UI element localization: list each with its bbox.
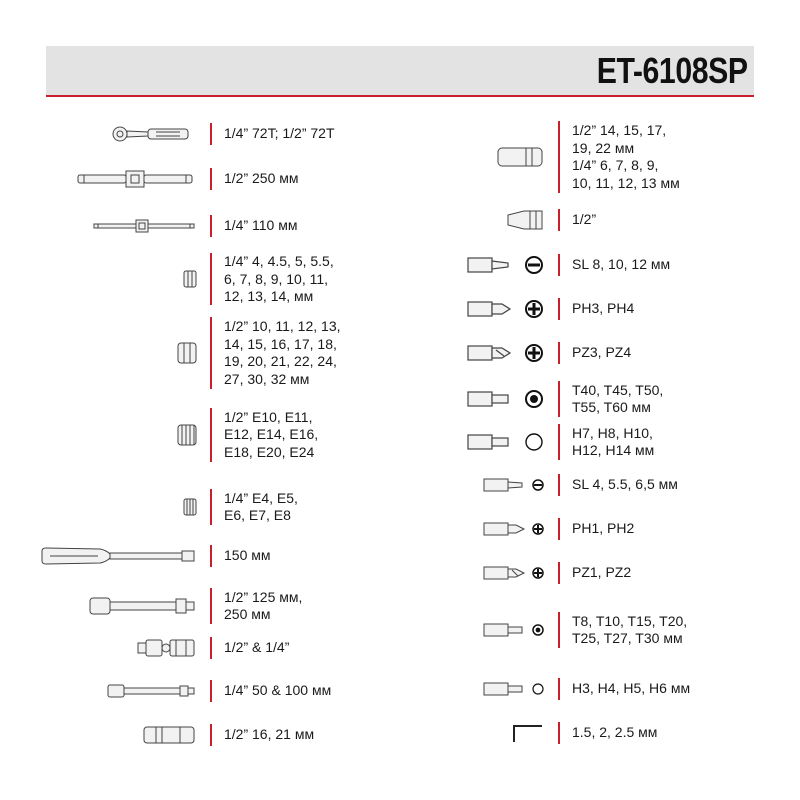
item-divider (558, 612, 560, 648)
list-item (20, 168, 299, 190)
item-label: PZ1, PZ2 (572, 564, 632, 581)
item-divider (558, 562, 560, 584)
small-extension-bar-icon (20, 681, 210, 701)
item-label: 1/2” 16, 21 мм (224, 726, 315, 743)
item-label: 1/4” 110 мм (224, 217, 298, 234)
list-item (458, 208, 596, 232)
item-divider (210, 637, 212, 659)
deep-socket-icon (458, 145, 558, 169)
item-divider (210, 588, 212, 624)
t-bar-handle-icon (20, 168, 210, 190)
item-label: 1/2” & 1/4” (224, 639, 290, 656)
header-divider (46, 95, 754, 97)
model-number: ET-6108SP (597, 50, 748, 91)
item-divider (558, 424, 560, 460)
item-divider (558, 381, 560, 417)
item-label: 1/4” E4, E5, E6, E7, E8 (224, 489, 298, 523)
pozidriv-bit-icon (458, 343, 558, 363)
item-divider (558, 342, 560, 364)
item-label: 1/4” 50 & 100 мм (224, 682, 332, 699)
item-label: PH3, PH4 (572, 300, 635, 317)
small-hex-bit-icon (458, 680, 558, 698)
sliding-t-bar-icon (20, 218, 210, 234)
universal-joint-icon (20, 636, 210, 660)
list-item (458, 254, 670, 276)
item-divider (210, 123, 212, 145)
list-item (20, 123, 335, 145)
item-label: T8, T10, T15, T20, T25, T27, T30 мм (572, 612, 688, 646)
list-item (458, 722, 657, 744)
item-label: 1/2” 14, 15, 17, 19, 22 мм 1/4” 6, 7, 8, 9, 10, 11, 12, 13 мм (572, 122, 680, 191)
list-item (20, 724, 314, 746)
extension-bar-icon (20, 594, 210, 618)
slotted-bit-icon (458, 255, 558, 275)
item-divider (558, 518, 560, 540)
small-torx-socket-icon (20, 497, 210, 517)
item-label: 1/2” 125 мм, 250 мм (224, 588, 303, 622)
item-label: H3, H4, H5, H6 мм (572, 680, 691, 697)
torx-bit-icon (458, 389, 558, 409)
adapter-icon (458, 208, 558, 232)
list-item (458, 424, 654, 460)
item-divider (210, 724, 212, 746)
list-item (458, 381, 663, 417)
small-slotted-bit-icon (458, 476, 558, 494)
item-label: 1/2” (572, 211, 597, 228)
spinner-handle-icon (20, 545, 210, 567)
item-label: PZ3, PZ4 (572, 344, 632, 361)
item-divider (210, 545, 212, 567)
item-label: 1/2” E10, E11, E12, E14, E16, E18, E20, E24 (224, 408, 319, 460)
item-divider (210, 253, 212, 305)
item-label: SL 4, 5.5, 6,5 мм (572, 476, 678, 493)
item-label: 1/2” 250 мм (224, 170, 299, 187)
list-item (20, 680, 331, 702)
list-item (458, 612, 687, 648)
item-label: 1.5, 2, 2.5 мм (572, 724, 658, 741)
list-item (20, 545, 271, 567)
item-divider (558, 722, 560, 744)
list-item (20, 636, 289, 660)
ratchet-icon (20, 124, 210, 144)
item-label: SL 8, 10, 12 мм (572, 256, 671, 273)
list-item (458, 518, 634, 540)
list-item (458, 562, 631, 584)
item-label: 1/4” 4, 4.5, 5, 5.5, 6, 7, 8, 9, 10, 11, 12, 13, 14, мм (224, 253, 334, 304)
item-divider (210, 680, 212, 702)
item-divider (558, 474, 560, 496)
small-phillips-bit-icon (458, 520, 558, 538)
item-label: 150 мм (224, 547, 271, 564)
spark-plug-socket-icon (20, 724, 210, 746)
list-item (458, 121, 680, 193)
list-item (20, 215, 297, 237)
item-divider (558, 254, 560, 276)
list-item (20, 489, 298, 525)
list-item (458, 342, 631, 364)
list-item (458, 298, 634, 320)
item-label: 1/2” 10, 11, 12, 13, 14, 15, 16, 17, 18, 19, 20, 21, 22, 24, 27, 30, 32 мм (224, 318, 341, 387)
small-torx-bit-icon (458, 621, 558, 639)
small-socket-icon (20, 269, 210, 289)
item-divider (558, 678, 560, 700)
socket-icon (20, 341, 210, 365)
item-divider (558, 121, 560, 193)
list-item (458, 474, 678, 496)
item-divider (210, 408, 212, 462)
item-divider (210, 168, 212, 190)
list-item (20, 253, 334, 306)
list-item (458, 678, 690, 700)
item-label: H7, H8, H10, H12, H14 мм (572, 424, 655, 458)
hex-bit-icon (458, 432, 558, 452)
item-divider (558, 298, 560, 320)
item-divider (558, 209, 560, 231)
list-item (20, 588, 302, 624)
item-label: T40, T45, T50, T55, T60 мм (572, 381, 664, 415)
item-divider (210, 215, 212, 237)
item-label: 1/4” 72T; 1/2” 72T (224, 125, 335, 142)
hex-key-icon (458, 722, 558, 744)
item-divider (210, 489, 212, 525)
phillips-bit-icon (458, 299, 558, 319)
torx-socket-icon (20, 423, 210, 447)
small-pozidriv-bit-icon (458, 564, 558, 582)
item-divider (210, 317, 212, 389)
list-item (20, 408, 318, 462)
item-label: PH1, PH2 (572, 520, 635, 537)
list-item (20, 317, 341, 389)
